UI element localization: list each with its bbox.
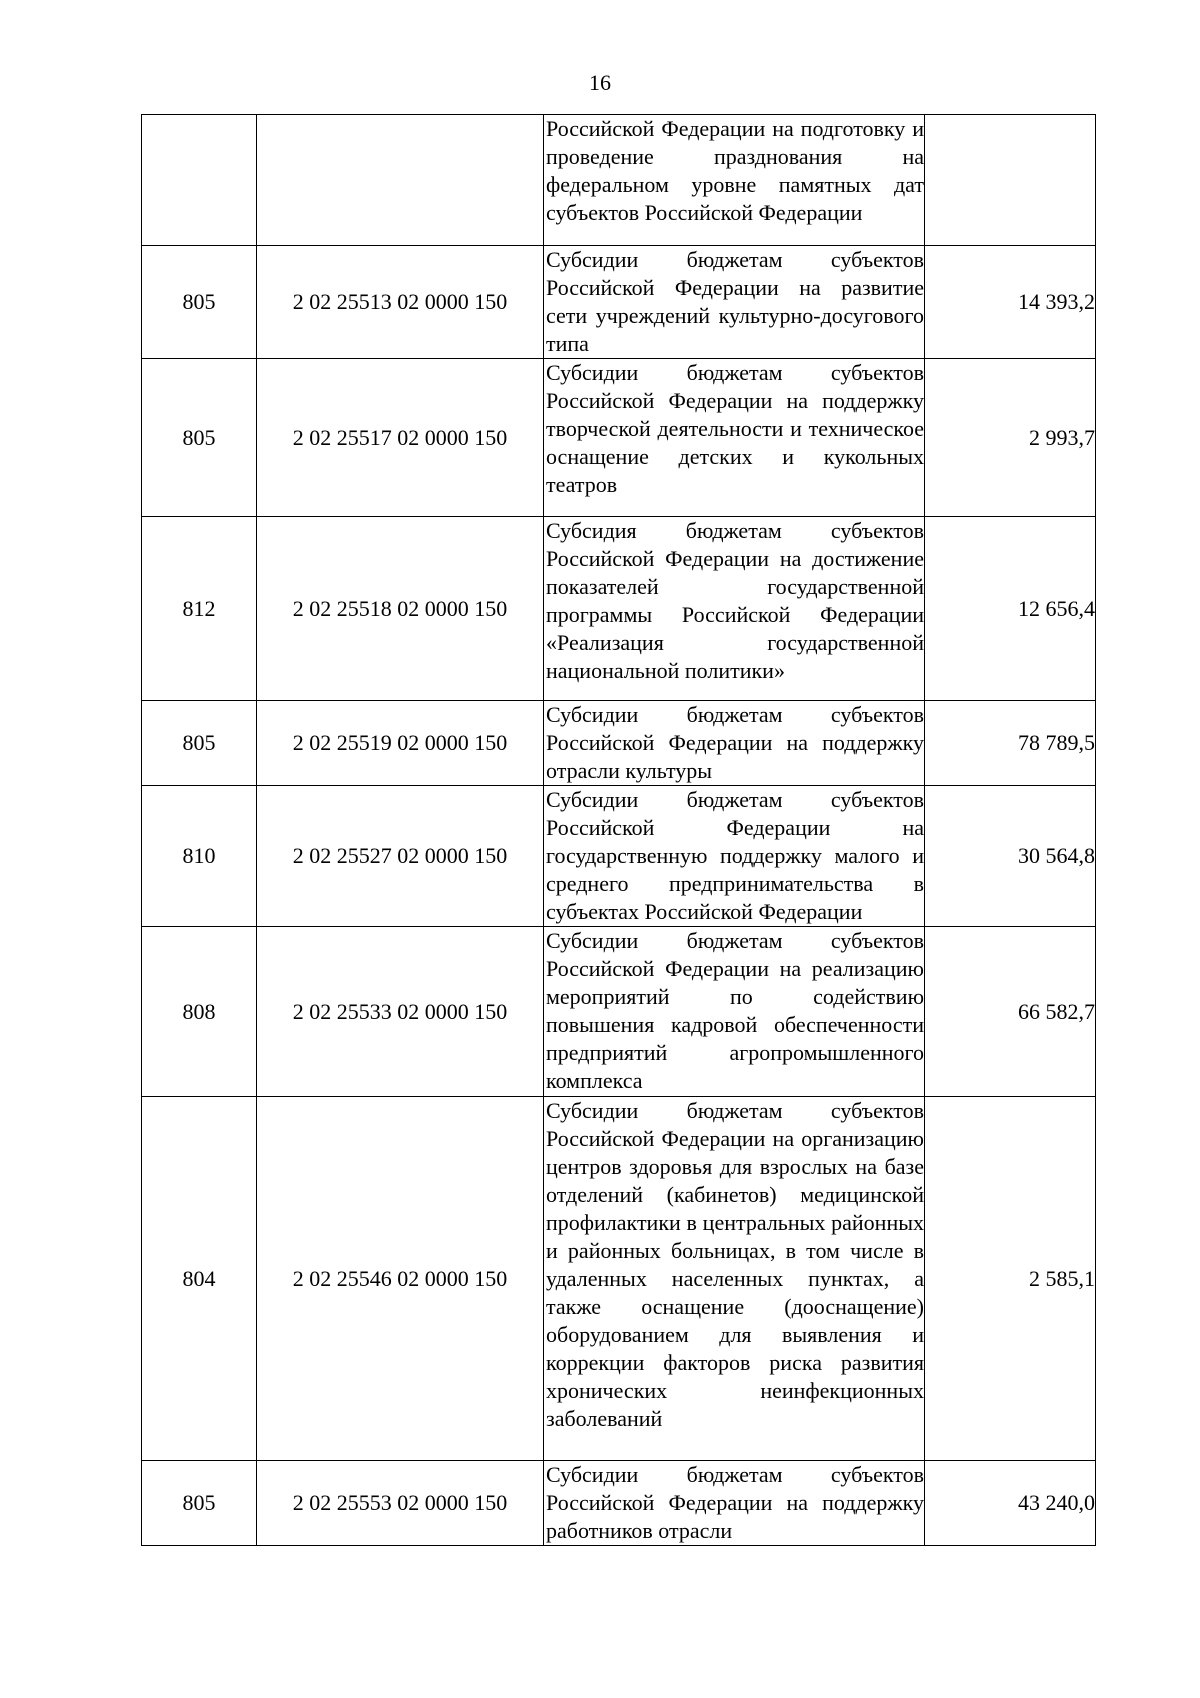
description-text: Субсидии бюджетам субъектов Российской Федерации на поддержку отрасли культуры xyxy=(546,702,924,783)
budget-classification-code-cell: 2 02 25527 02 0000 150 xyxy=(257,786,544,927)
table-row xyxy=(142,517,1096,701)
description-cell xyxy=(544,1097,925,1461)
description-cell xyxy=(544,927,925,1097)
description-cell xyxy=(544,701,925,786)
description-text: Субсидии бюджетам субъектов Российской Федерации на организацию центров здоровья для взрослых на базе отделений (кабинетов) медицинской профилактики в центральных районных и районных больницах, в том числе в удаленных населенных пунктах, а также оснащение (дооснащение) оборудованием для выявления и коррекции факторов риска развития хронических неинфекционных заболеваний xyxy=(546,1098,924,1431)
budget-classification-code-cell xyxy=(257,115,544,246)
amount-cell: 12 656,4 xyxy=(925,517,1096,701)
description-text: Субсидии бюджетам субъектов Российской Федерации на развитие сети учреждений культурно-досугового типа xyxy=(546,247,924,356)
admin-code-cell: 805 xyxy=(142,359,257,517)
description-text: Субсидии бюджетам субъектов Российской Федерации на реализацию мероприятий по содействию повышения кадровой обеспеченности предприятий агропромышленного комплекса xyxy=(546,928,924,1093)
description-text: Субсидии бюджетам субъектов Российской Федерации на поддержку работников отрасли xyxy=(546,1462,924,1543)
admin-code-cell: 805 xyxy=(142,246,257,359)
budget-classification-code-cell: 2 02 25513 02 0000 150 xyxy=(257,246,544,359)
description-cell xyxy=(544,246,925,359)
description-cell xyxy=(544,359,925,517)
admin-code-cell: 810 xyxy=(142,786,257,927)
table-row xyxy=(142,115,1096,246)
description-cell xyxy=(544,517,925,701)
description-text: Российской Федерации на подготовку и проведение празднования на федеральном уровне памятных дат субъектов Российской Федерации xyxy=(546,116,924,225)
admin-code-cell: 805 xyxy=(142,1461,257,1546)
admin-code-cell xyxy=(142,115,257,246)
table-row xyxy=(142,701,1096,786)
budget-classification-code-cell: 2 02 25517 02 0000 150 xyxy=(257,359,544,517)
budget-classification-code-cell: 2 02 25533 02 0000 150 xyxy=(257,927,544,1097)
admin-code-cell: 812 xyxy=(142,517,257,701)
table-row xyxy=(142,1097,1096,1461)
amount-cell xyxy=(925,115,1096,246)
page-number: 16 xyxy=(589,70,611,95)
amount-cell: 30 564,8 xyxy=(925,786,1096,927)
table-row xyxy=(142,927,1096,1097)
table-row xyxy=(142,246,1096,359)
admin-code-cell: 805 xyxy=(142,701,257,786)
table-row xyxy=(142,359,1096,517)
amount-cell: 66 582,7 xyxy=(925,927,1096,1097)
description-cell xyxy=(544,1461,925,1546)
description-text: Субсидии бюджетам субъектов Российской Федерации на поддержку творческой деятельности и техническое оснащение детских и кукольных театров xyxy=(546,360,924,497)
table-row xyxy=(142,786,1096,927)
description-text: Субсидия бюджетам субъектов Российской Федерации на достижение показателей государственной программы Российской Федерации «Реализация государственной национальной политики» xyxy=(546,518,924,683)
description-cell xyxy=(544,786,925,927)
admin-code-cell: 808 xyxy=(142,927,257,1097)
amount-cell: 2 585,1 xyxy=(925,1097,1096,1461)
budget-classification-code-cell: 2 02 25553 02 0000 150 xyxy=(257,1461,544,1546)
budget-classification-code-cell: 2 02 25546 02 0000 150 xyxy=(257,1097,544,1461)
amount-cell: 14 393,2 xyxy=(925,246,1096,359)
amount-cell: 43 240,0 xyxy=(925,1461,1096,1546)
description-text: Субсидии бюджетам субъектов Российской Федерации на государственную поддержку малого и среднего предпринимательства в субъектах Российской Федерации xyxy=(546,787,924,924)
budget-table xyxy=(141,114,1096,1546)
budget-classification-code-cell: 2 02 25518 02 0000 150 xyxy=(257,517,544,701)
description-cell xyxy=(544,115,925,246)
amount-cell: 78 789,5 xyxy=(925,701,1096,786)
admin-code-cell: 804 xyxy=(142,1097,257,1461)
table-row xyxy=(142,1461,1096,1546)
budget-classification-code-cell: 2 02 25519 02 0000 150 xyxy=(257,701,544,786)
amount-cell: 2 993,7 xyxy=(925,359,1096,517)
